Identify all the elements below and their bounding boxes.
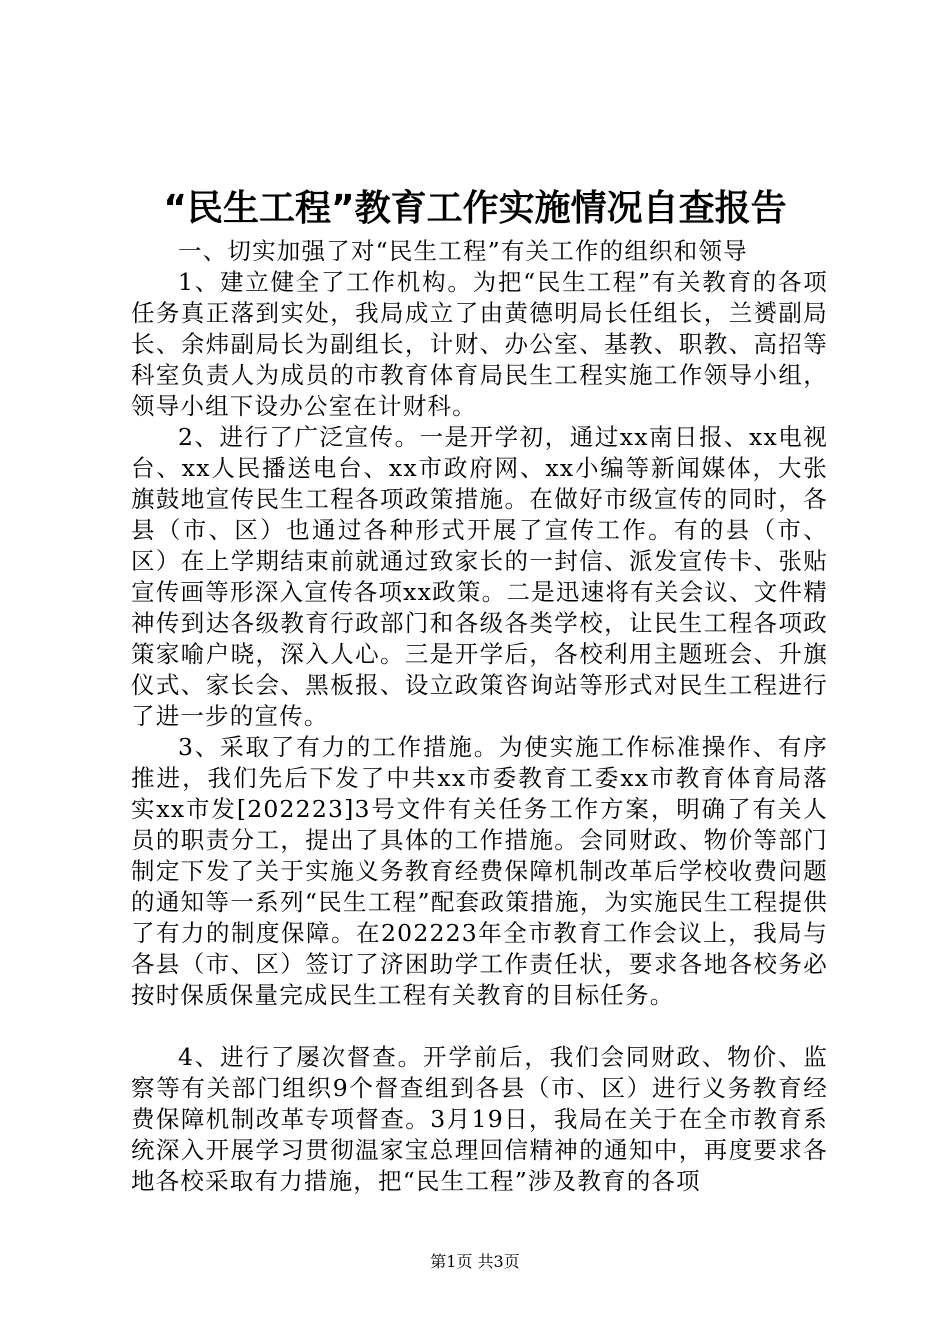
document-title: “民生工程”教育工作实施情况自查报告 (163, 188, 787, 229)
paragraph-2: 2、进行了广泛宣传。一是开学初，通过xx南日报、xx电视台、xx人民播送电台、xx市政府网、xx小编等新闻媒体，大张旗鼓地宣传民生工程各项政策措施。在做好市级宣传的同时，各县（市、区）也通过各种形式开展了宣传工作。有的县（市、区）在上学期结束前就通过致家长的一封信、派发宣传卡、张贴宣传画等形深入宣传各项xx政策。二是迅速将有关会议、文件精神传到达各级教育行政部门和各级各类学校，让民生工程各项政策家喻户晓，深入人心。三是开学后，各校利用主题班会、升旗仪式、家长会、黑板报、设立政策咨询站等形式对民生工程进行了进一步的宣传。 (131, 423, 828, 730)
paragraph-3: 3、采取了有力的工作措施。为使实施工作标准操作、有序推进，我们先后下发了中共xx市委教育工委xx市教育体育局落实xx市发[202223]3号文件有关任务工作方案，明确了有关人员的职责分工，提出了具体的工作措施。会同财政、物价等部门制定下发了关于实施义务教育经费保障机制改革后学校收费问题的通知等一系列“民生工程”配套政策措施，为实施民生工程提供了有力的制度保障。在202223年全市教育工作会议上，我局与各县（市、区）签订了济困助学工作责任状，要求各地各校务必按时保质保量完成民生工程有关教育的目标任务。 (131, 733, 828, 1009)
paragraph-1: 1、建立健全了工作机构。为把“民生工程”有关教育的各项任务真正落到实处，我局成立了由黄德明局长任组长，兰赟副局长、余炜副局长为副组长，计财、办公室、基教、职教、高招等科室负责人为成员的市教育体育局民生工程实施工作领导小组，领导小组下设办公室在计财科。 (131, 268, 828, 420)
page-number-footer: 第1页 共3页 (430, 1252, 520, 1271)
paragraph-4: 4、进行了屡次督查。开学前后，我们会同财政、物价、监察等有关部门组织9个督查组到各县（市、区）进行义务教育经费保障机制改革专项督查。3月19日，我局在关于在全市教育系统深入开展学习贯彻温家宝总理回信精神的通知中，再度要求各地各校采取有力措施，把“民生工程”涉及教育的各项 (131, 1043, 828, 1195)
section-heading: 一、切实加强了对“民生工程”有关工作的组织和领导 (178, 237, 748, 265)
document-body (131, 236, 828, 1197)
